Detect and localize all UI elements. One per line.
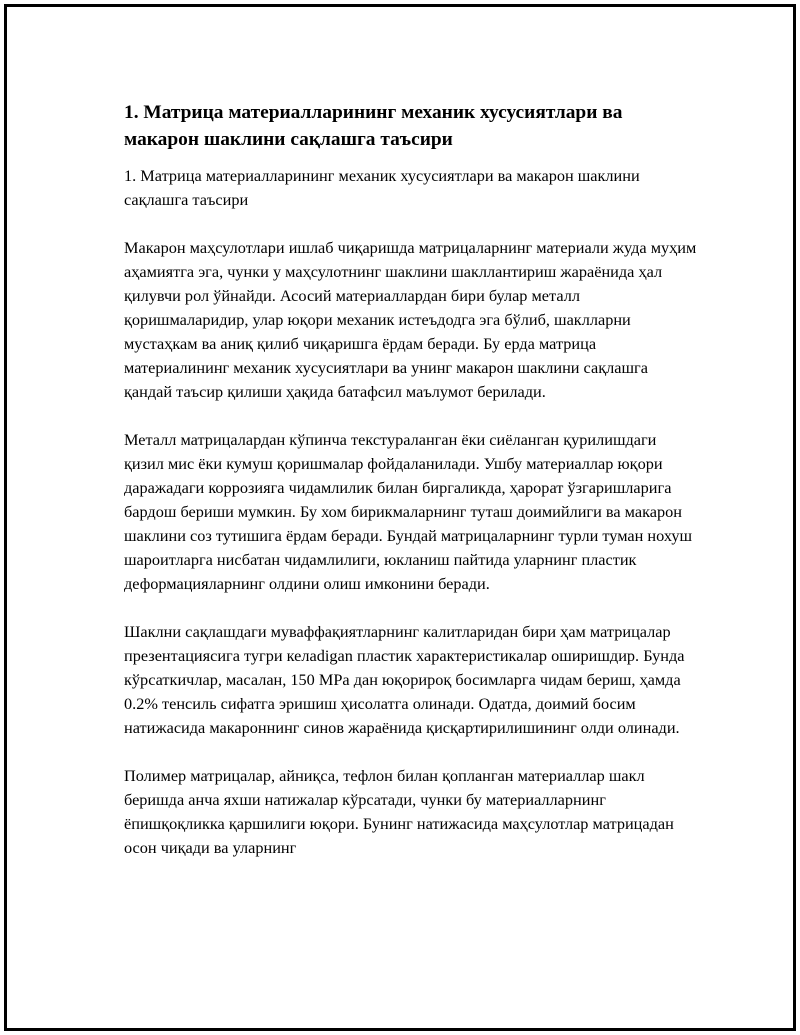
- paragraph-intro: Макарон маҳсулотлари ишлаб чиқаришда матрицаларнинг материали жуда муҳим аҳамиятга эга, чунки у маҳсулотнинг шаклини шакллантириш жараёнида ҳал қилувчи рол ўйнайди. Асосий материаллардан бири булар металл қоришмаларидир, улар юқори механик истеъдодга эга бўлиб, шаклларни мустаҳкам ва аниқ қилиб чиқаришга ёрдам беради. Бу ерда матрица материалининг механик хусусиятлари ва унинг макарон шаклини сақлашга қандай таъсир қилиши ҳақида батафсил маълумот берилади.: [124, 238, 697, 401]
- paragraph-polymer-matrices: Полимер матрицалар, айниқса, тефлон билан қопланган материаллар шакл беришда анча яхши натижалар кўрсатади, чунки бу материалларнинг ёпишқоқликка қаршилиги юқори. Бунинг натижасида маҳсулотлар матрицадан осон чиқади ва уларнинг: [124, 766, 674, 857]
- page-frame: [4, 4, 796, 1031]
- paragraph-repeat-heading: 1. Матрица материалларининг механик хусусиятлари ва макарон шаклини сақлашга таъсири: [124, 166, 640, 209]
- document-body: [124, 99, 699, 884]
- section-heading: 1. Матрица материалларининг механик хусусиятлари ва макарон шаклини сақлашга таъсири: [124, 102, 623, 150]
- paragraph-shape-retention: Шаклни сақлашдаги муваффақиятларнинг калитларидан бири ҳам матрицалар презентациясига тугри келаdigan пластик характеристикалар оширишдир. Бунда кўрсаткичлар, масалан, 150 MPa дан юқорироқ босимларга чидам бериш, ҳамда 0.2% тенсиль сифатга эришиш ҳисолатга олинади. Одатда, доимий босим натижасида макароннинг синов жараёнида қисқартирилишининг олди олинади.: [124, 622, 685, 737]
- paragraph-metal-matrices: Металл матрицалардан кўпинча текстураланган ёки сиёланган қурилишдаги қизил мис ёки кумуш қоришмалар фойдаланилади. Ушбу материаллар юқори даражадаги коррозияга чидамлилик билан биргаликда, ҳарорат ўзгаришларига бардош бериши мумкин. Бу хом бирикмаларнинг туташ доимийлиги ва макарон шаклини соз тутишига ёрдам беради. Бундай матрицаларнинг турли туман нохуш шароитларга нисбатан чидамлилиги, юкланиш пайтида уларнинг пластик деформацияларнинг олдини олиш имконини беради.: [124, 430, 693, 593]
